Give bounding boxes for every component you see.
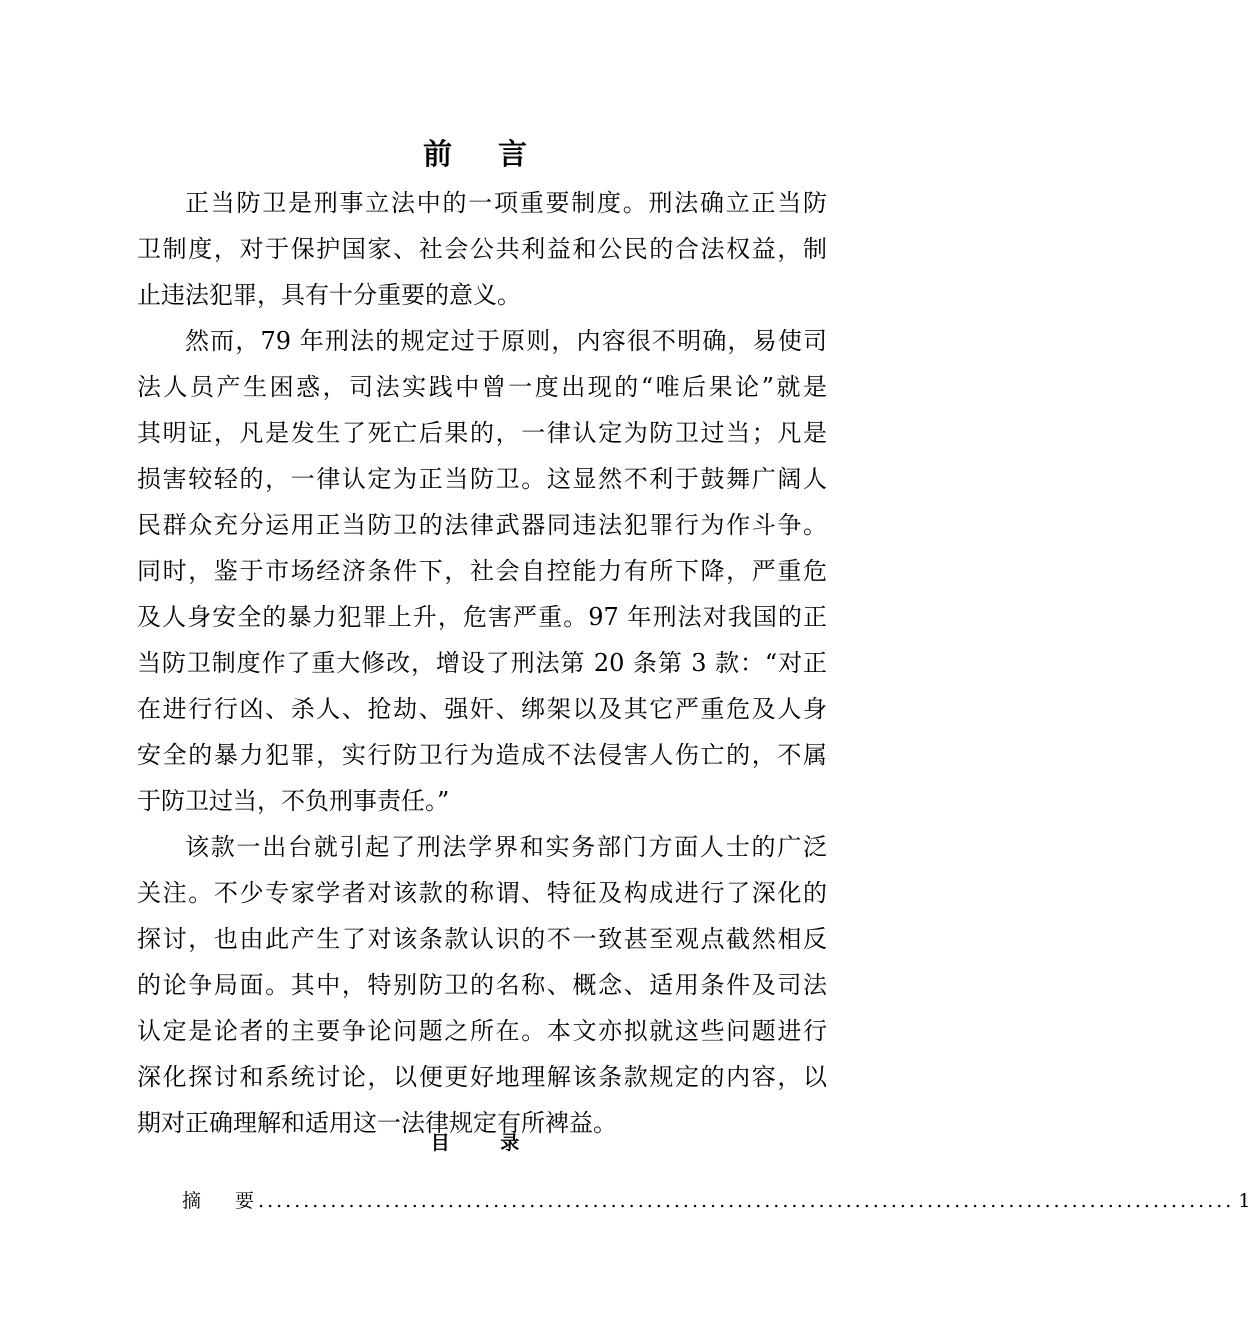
paragraph-line: 其明证，凡是发生了死亡后果的，一律认定为防卫过当；凡是: [137, 419, 827, 447]
paragraph-line: 关注。不少专家学者对该款的称谓、特征及构成进行了深化的: [137, 879, 827, 907]
page-title: 前 言: [422, 137, 546, 171]
paragraph-line: 探讨，也由此产生了对该条款认识的不一致甚至观点截然相反: [137, 925, 827, 953]
toc-page-number: 1: [1238, 1190, 1250, 1212]
paragraph-line: 当防卫制度作了重大修改，增设了刑法第 20 条第 3 款：“对正: [137, 649, 827, 677]
paragraph-line: 的论争局面。其中，特别防卫的名称、概念、适用条件及司法: [137, 971, 827, 999]
paragraph-line: 深化探讨和系统讨论，以便更好地理解该条款规定的内容，以: [137, 1063, 827, 1091]
paragraph-line: 民群众充分运用正当防卫的法律武器同违法犯罪行为作斗争。: [137, 511, 827, 539]
preface-body: [137, 180, 827, 1146]
paragraph-line: 止违法犯罪，具有十分重要的意义。: [137, 281, 521, 309]
toc-entry[interactable]: [182, 1186, 1250, 1216]
toc-entry-label: 摘 要: [182, 1190, 269, 1212]
toc-leader-dots: ............................................................................................................: [258, 1190, 1235, 1212]
paragraph-line: 该款一出台就引起了刑法学界和实务部门方面人士的广泛: [185, 833, 827, 861]
paragraph-line: 及人身安全的暴力犯罪上升，危害严重。97 年刑法对我国的正: [137, 603, 827, 631]
paragraph-line: 卫制度，对于保护国家、社会公共利益和公民的合法权益，制: [137, 235, 827, 263]
paragraph-line: 安全的暴力犯罪，实行防卫行为造成不法侵害人伤亡的，不属: [137, 741, 827, 769]
paragraph-line: 法人员产生困惑，司法实践中曾一度出现的“唯后果论”就是: [137, 373, 827, 401]
paragraph-line: 期对正确理解和适用这一法律规定有所裨益。: [137, 1109, 617, 1137]
paragraph-line: 同时，鉴于市场经济条件下，社会自控能力有所下降，严重危: [137, 557, 827, 585]
toc-title: 目 录: [430, 1132, 542, 1154]
paragraph-line: 认定是论者的主要争论问题之所在。本文亦拟就这些问题进行: [137, 1017, 827, 1045]
paragraph-line: 损害较轻的，一律认定为正当防卫。这显然不利于鼓舞广阔人: [137, 465, 827, 493]
paragraph-line: 然而，79 年刑法的规定过于原则，内容很不明确，易使司: [185, 327, 827, 355]
paragraph-line: 在进行行凶、杀人、抢劫、强奸、绑架以及其它严重危及人身: [137, 695, 827, 723]
paragraph-line: 于防卫过当，不负刑事责任。”: [137, 787, 450, 815]
paragraph-line: 正当防卫是刑事立法中的一项重要制度。刑法确立正当防: [185, 189, 827, 217]
